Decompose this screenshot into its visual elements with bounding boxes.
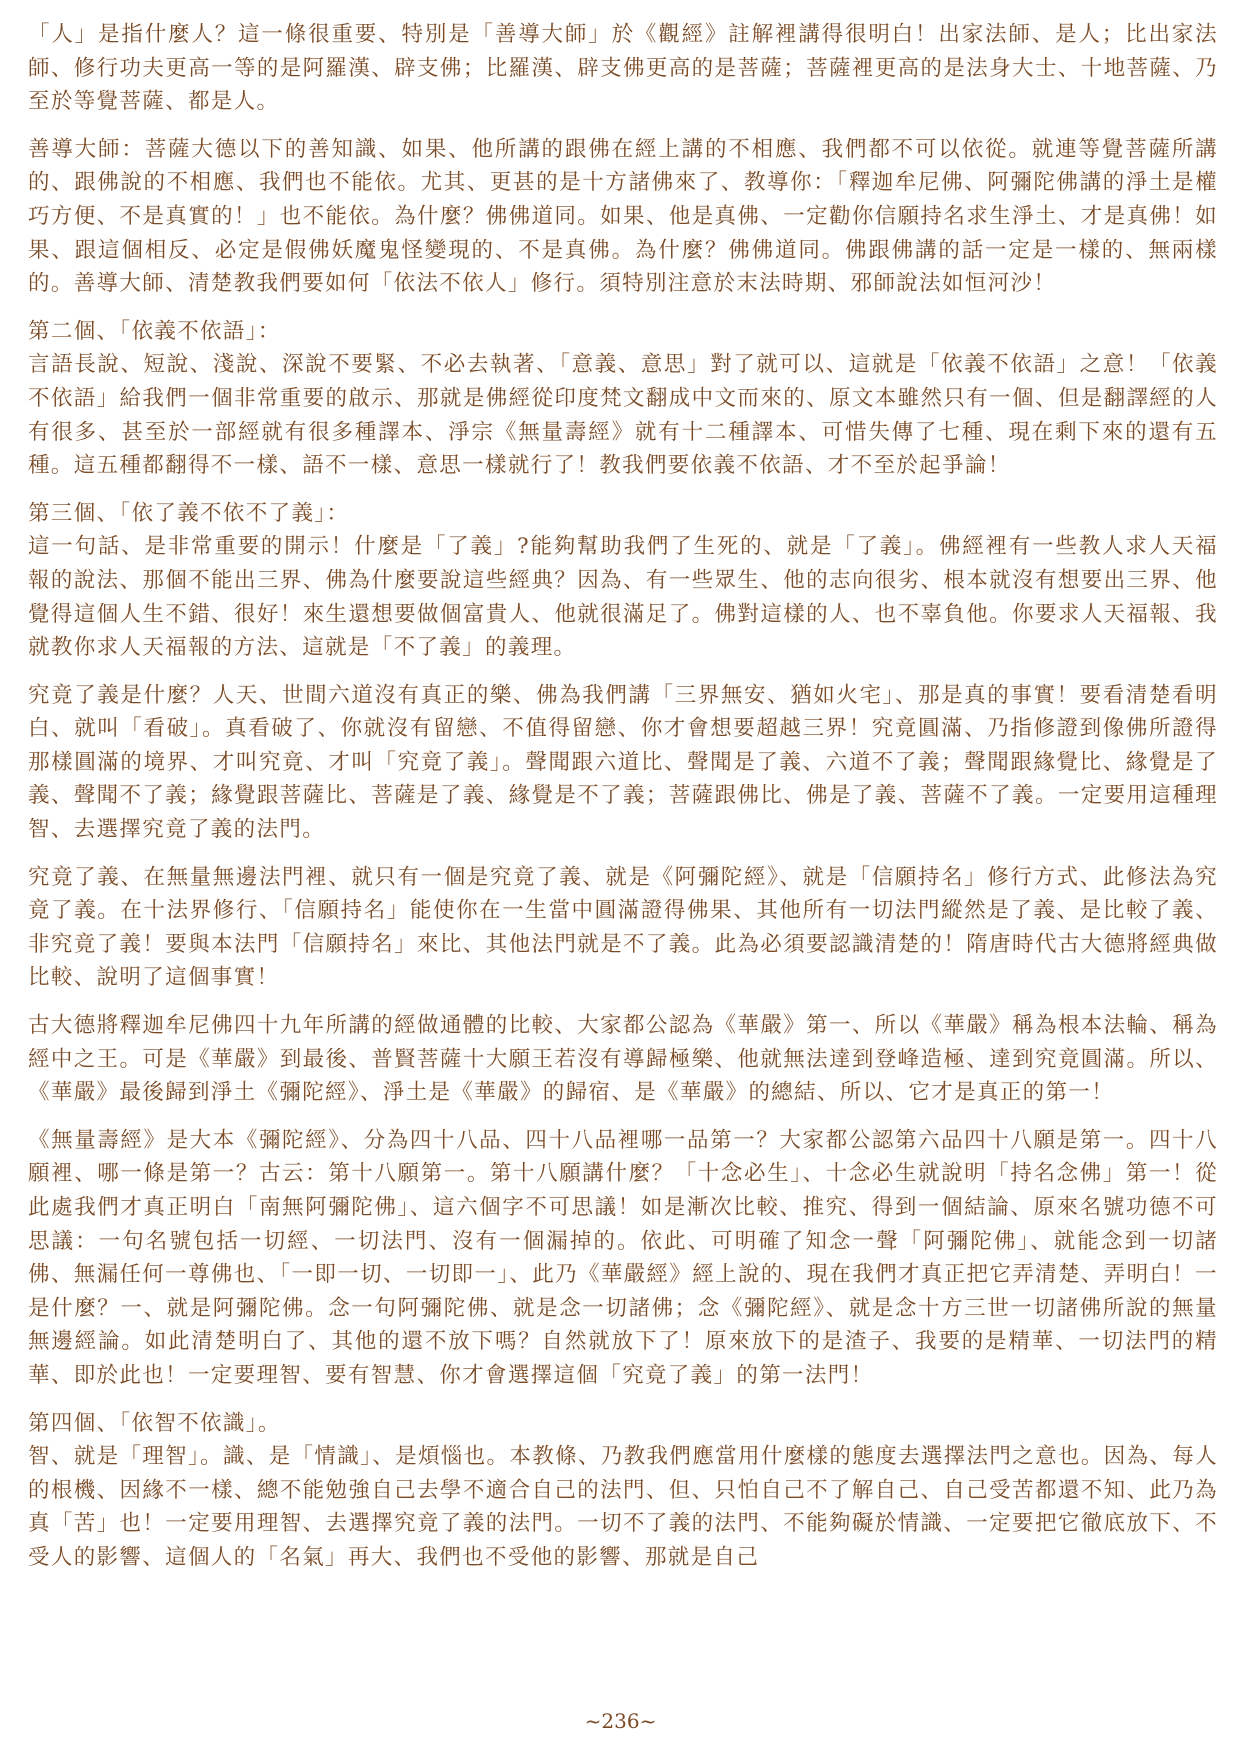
page-number: ~236~ bbox=[584, 1709, 657, 1733]
paragraph-avatamsaka: 古大德將釋迦牟尼佛四十九年所講的經做通體的比較、大家都公認為《華嚴》第一、所以《華嚴》稱為根本法輪、稱為經中之王。可是《華嚴》到最後、普賢菩薩十大願王若沒有導歸極樂、他就無法達到登峰造極、達到究竟圓滿。所以、《華嚴》最後歸到淨土《彌陀經》、淨土是《華嚴》的歸宿、是《華嚴》的總結、所以、它才是真正的第一！ bbox=[28, 1013, 1218, 1106]
section-heading-4: 第四個、「依智不依識」。 bbox=[28, 1410, 281, 1436]
paragraph-amitabha-sutra: 究竟了義、在無量無邊法門裡、就只有一個是究竟了義、就是《阿彌陀經》、就是「信願持名」修行方式、此修法為究竟了義。在十法界修行、「信願持名」能使你在一生當中圓滿證得佛果、其他所有一切法門縱然是了義、是比較了義、非究竟了義！要與本法門「信願持名」來比、其他法門就是不了義。此為必須要認識清楚的！隋唐時代古大德將經典做比較、說明了這個事實！ bbox=[28, 864, 1218, 991]
section-heading-3: 第三個、「依了義不依不了義」： bbox=[28, 500, 350, 526]
paragraph-infinite-life-sutra: 《無量壽經》是大本《彌陀經》、分為四十八品、四十八品裡哪一品第一？大家都公認第六品四十八願是第一。四十八願裡、哪一條是第一？古云：第十八願第一。第十八願講什麼？「十念必生」、十念必生就說明「持名念佛」第一！從此處我們才真正明白「南無阿彌陀佛」、這六個字不可思議！如是漸次比較、推究、得到一個結論、原來名號功德不可思議：一句名號包括一切經、一切法門、沒有一個漏掉的。依此、可明確了知念一聲「阿彌陀佛」、就能念到一切諸佛、無漏任何一尊佛也、「一即一切、一切即一」、此乃《華嚴經》經上說的、現在我們才真正把它弄清楚、弄明白！一是什麼？一、就是阿彌陀佛。念一句阿彌陀佛、就是念一切諸佛；念《彌陀經》、就是念十方三世一切諸佛所說的無量無邊經論。如此清楚明白了、其他的還不放下嗎？自然就放下了！原來放下的是渣子、我要的是精華、一切法門的精華、即於此也！一定要理智、要有智慧、你才會選擇這個「究竟了義」的第一法門！ bbox=[28, 1127, 1218, 1388]
paragraph-wisdom-not-emotion: 智、就是「理智」。識、是「情識」、是煩惱也。本教條、乃教我們應當用什麼樣的態度去選擇法門之意也。因為、每人的根機、因緣不一樣、總不能勉強自己去學不適合自己的法門、但、只怕自己不了解自己、自己受苦都還不知、此乃為真「苦」也！一定要用理智、去選擇究竟了義的法門。一切不了義的法門、不能夠礙於情識、一定要把它徹底放下、不受人的影響、這個人的「名氣」再大、我們也不受他的影響、那就是自己 bbox=[28, 1444, 1218, 1570]
paragraph-shandao-master: 善導大師：菩薩大德以下的善知識、如果、他所講的跟佛在經上講的不相應、我們都不可以依從。就連等覺菩薩所講的、跟佛說的不相應、我們也不能依。尤其、更甚的是十方諸佛來了、教導你：「釋迦牟尼佛、阿彌陀佛講的淨土是權巧方便、不是真實的！」也不能依。為什麼？佛佛道同。如果、他是真佛、一定勸你信願持名求生淨土、才是真佛！如果、跟這個相反、必定是假佛妖魔鬼怪變現的、不是真佛。為什麼？佛佛道同。佛跟佛講的話一定是一樣的、無兩樣的。善導大師、清楚教我們要如何「依法不依人」修行。須特別注意於末法時期、邪師說法如恒河沙！ bbox=[28, 136, 1218, 297]
paragraph-definitive-meaning: 這一句話、是非常重要的開示！什麼是「了義」?能夠幫助我們了生死的、就是「了義」。佛經裡有一些教人求人天福報的說法、那個不能出三界、佛為什麼要說這些經典？因為、有一些眾生、他的志向很劣、根本就沒有想要出三界、他覺得這個人生不錯、很好！來生還想要做個富貴人、他就很滿足了。佛對這樣的人、也不辜負他。你要求人天福報、我就教你求人天福報的方法、這就是「不了義」的義理。 bbox=[28, 534, 1218, 661]
paragraph-ultimate-meaning: 究竟了義是什麼？人天、世間六道沒有真正的樂、佛為我們講「三界無安、猶如火宅」、那是真的事實！要看清楚看明白、就叫「看破」。真看破了、你就沒有留戀、不值得留戀、你才會想要超越三界！究竟圓滿、乃指修證到像佛所證得那樣圓滿的境界、才叫究竟、才叫「究竟了義」。聲聞跟六道比、聲聞是了義、六道不了義；聲聞跟緣覺比、緣覺是了義、聲聞不了義；緣覺跟菩薩比、菩薩是了義、緣覺是不了義；菩薩跟佛比、佛是了義、菩薩不了義。一定要用這種理智、去選擇究竟了義的法門。 bbox=[28, 682, 1218, 843]
section-heading-2: 第二個、「依義不依語」： bbox=[28, 318, 281, 344]
paragraph-meaning-not-words: 言語長說、短說、淺說、深說不要緊、不必去執著、「意義、意思」對了就可以、這就是「依義不依語」之意！「依義不依語」給我們一個非常重要的啟示、那就是佛經從印度梵文翻成中文而來的、原文本雖然只有一個、但是翻譯經的人有很多、甚至於一部經就有很多種譯本、淨宗《無量壽經》就有十二種譯本、可惜失傳了七種、現在剩下來的還有五種。這五種都翻得不一樣、語不一樣、意思一樣就行了！教我們要依義不依語、才不至於起爭論！ bbox=[28, 352, 1218, 479]
paragraph-who-is-person: 「人」是指什麼人？這一條很重要、特別是「善導大師」於《觀經》註解裡講得很明白！出家法師、是人；比出家法師、修行功夫更高一等的是阿羅漢、辟支佛；比羅漢、辟支佛更高的是菩薩；菩薩裡更高的是法身大士、十地菩薩、乃至於等覺菩薩、都是人。 bbox=[28, 22, 1218, 115]
document-body bbox=[28, 18, 1218, 1575]
